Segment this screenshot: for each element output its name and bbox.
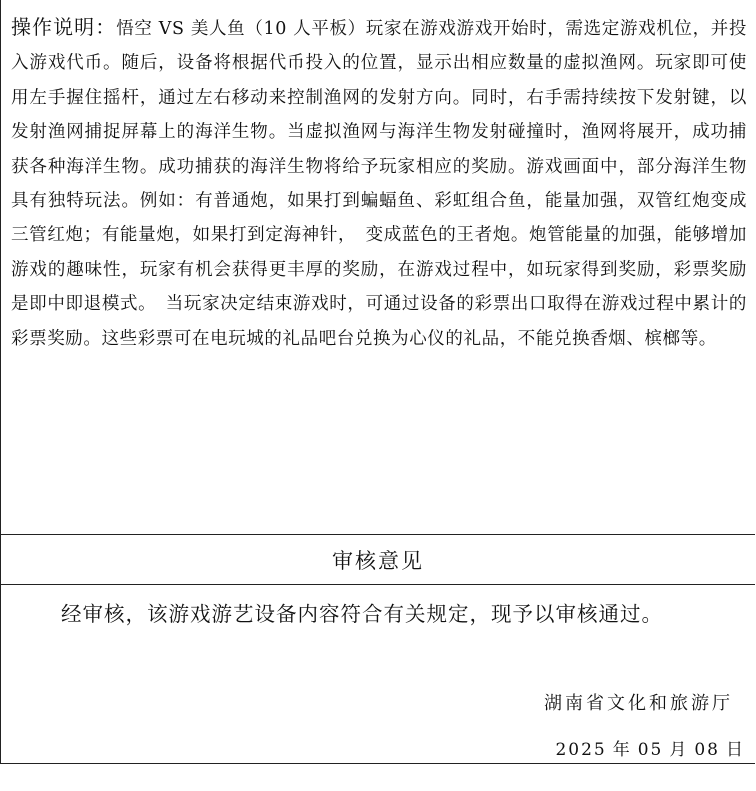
date-year: 2025 bbox=[555, 740, 607, 760]
instructions-label: 操作说明： bbox=[11, 15, 117, 39]
review-body bbox=[1, 585, 755, 763]
date-month-unit: 月 bbox=[669, 740, 689, 760]
review-header: 审核意见 bbox=[1, 535, 755, 585]
date-day-unit: 日 bbox=[726, 740, 745, 760]
review-opinion: 经审核，该游戏游艺设备内容符合有关规定，现予以审核通过。 bbox=[61, 602, 663, 626]
instructions-paragraph bbox=[11, 10, 747, 356]
instructions-text: 悟空 VS 美人鱼（10 人平板）玩家在游戏游戏开始时，需选定游戏机位，并投入游戏代币。随后，设备将根据代币投入的位置，显示出相应数量的虚拟渔网。玩家即可使用左手握住摇杆，通过左右移动来控制渔网的发射方向。同时，右手需持续按下发射键，以发射渔网捕捉屏幕上的海洋生物。当虚拟渔网与海洋生物发射碰撞时，渔网将展开，成功捕获各种海洋生物。成功捕获的海洋生物将给予玩家相应的奖励。游戏画面中，部分海洋生物具有独特玩法。例如：有普通炮，如果打到蝙蝠鱼、彩虹组合鱼，能量加强，双管红炮变成三管红炮；有能量炮，如果打到定海神针， 变成蓝色的王者炮。炮管能量的加强，能够增加游戏的趣味性，玩家有机会获得更丰厚的奖励，在游戏过程中，如玩家得到奖励，彩票奖励是即中即退模式。 当玩家决定结束游戏时，可通过设备的彩票出口取得在游戏过程中累计的彩票奖励。这些彩票可在电玩城的礼品吧台兑换为心仪的礼品，不能兑换香烟、槟榔等。 bbox=[11, 19, 747, 349]
date-day: 08 bbox=[694, 740, 720, 760]
issuing-authority: 湖南省文化和旅游厅 bbox=[544, 693, 733, 714]
review-date bbox=[549, 735, 745, 760]
instructions-cell bbox=[1, 0, 755, 535]
date-year-unit: 年 bbox=[612, 740, 632, 760]
date-month: 05 bbox=[637, 740, 664, 760]
